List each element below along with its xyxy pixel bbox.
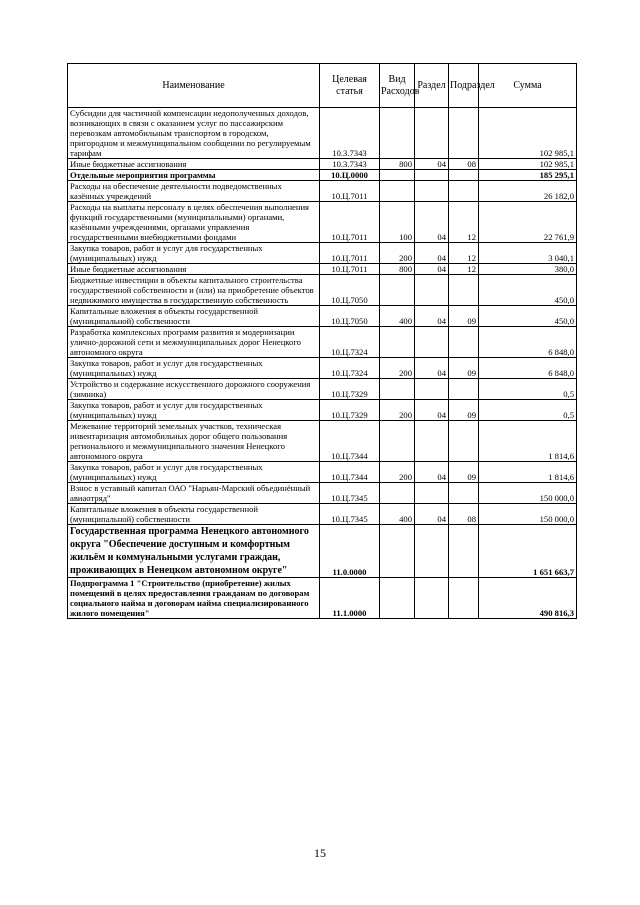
cell-sum: 102 985,1 xyxy=(479,159,577,170)
cell-target: 10.Ц.7329 xyxy=(320,400,380,421)
cell-kind xyxy=(380,525,415,578)
cell-sum: 450,0 xyxy=(479,275,577,306)
cell-subsection xyxy=(449,108,479,159)
cell-subsection: 08 xyxy=(449,159,479,170)
cell-section: 04 xyxy=(415,462,449,483)
cell-name: Устройство и содержание искусственного дорожного сооружения (зимника) xyxy=(68,379,320,400)
cell-target: 10.Ц.7050 xyxy=(320,275,380,306)
cell-target: 10.Ц.7050 xyxy=(320,306,380,327)
cell-kind xyxy=(380,421,415,462)
cell-sum: 22 761,9 xyxy=(479,202,577,243)
cell-section xyxy=(415,525,449,578)
cell-subsection xyxy=(449,181,479,202)
cell-name: Капитальные вложения в объекты государственной (муниципальной) собственности xyxy=(68,504,320,525)
cell-target: 10.Ц.7329 xyxy=(320,379,380,400)
cell-name: Закупка товаров, работ и услуг для государственных (муниципальных) нужд xyxy=(68,400,320,421)
cell-kind xyxy=(380,379,415,400)
table-row xyxy=(68,578,577,619)
cell-kind xyxy=(380,170,415,181)
cell-section xyxy=(415,181,449,202)
cell-name: Государственная программа Ненецкого автономного округа "Обеспечение доступным и комфортным жильём и коммунальными услугами граждан, проживающих в Ненецком автономном округе" xyxy=(68,525,320,578)
table-row xyxy=(68,181,577,202)
cell-section xyxy=(415,170,449,181)
table-body xyxy=(68,108,577,619)
cell-kind: 400 xyxy=(380,504,415,525)
cell-subsection xyxy=(449,275,479,306)
cell-subsection: 12 xyxy=(449,202,479,243)
cell-section: 04 xyxy=(415,243,449,264)
cell-sum: 6 848,0 xyxy=(479,327,577,358)
cell-subsection xyxy=(449,421,479,462)
cell-name: Капитальные вложения в объекты государственной (муниципальной) собственности xyxy=(68,306,320,327)
table-row xyxy=(68,421,577,462)
cell-subsection: 09 xyxy=(449,306,479,327)
cell-section xyxy=(415,421,449,462)
cell-target: 10.Ц.7324 xyxy=(320,358,380,379)
cell-section xyxy=(415,275,449,306)
cell-subsection xyxy=(449,483,479,504)
cell-kind xyxy=(380,578,415,619)
cell-target: 10.Ц.0000 xyxy=(320,170,380,181)
cell-sum: 0,5 xyxy=(479,400,577,421)
cell-name: Расходы на выплаты персоналу в целях обеспечения выполнения функций государственными (муниципальными) органами, казёнными учреждениями, органами управления государственными внебюджетными фондами xyxy=(68,202,320,243)
budget-table xyxy=(67,63,577,619)
table-row xyxy=(68,159,577,170)
cell-target: 11.1.0000 xyxy=(320,578,380,619)
table-row xyxy=(68,306,577,327)
page-number: 15 xyxy=(314,846,326,860)
cell-name: Межевание территорий земельных участков, техническая инвентаризация автомобильных дорог общего пользования регионального и межмуниципального значения Ненецкого автономного округа xyxy=(68,421,320,462)
cell-subsection: 12 xyxy=(449,264,479,275)
table-row xyxy=(68,525,577,578)
cell-subsection xyxy=(449,379,479,400)
cell-target: 10.Ц.7011 xyxy=(320,243,380,264)
cell-sum: 6 848,0 xyxy=(479,358,577,379)
cell-section xyxy=(415,578,449,619)
cell-subsection: 08 xyxy=(449,504,479,525)
cell-sum: 185 295,1 xyxy=(479,170,577,181)
cell-kind: 800 xyxy=(380,159,415,170)
cell-sum: 450,0 xyxy=(479,306,577,327)
cell-target: 10.Ц.7011 xyxy=(320,202,380,243)
cell-subsection xyxy=(449,170,479,181)
cell-subsection: 09 xyxy=(449,358,479,379)
cell-section xyxy=(415,379,449,400)
cell-sum: 150 000,0 xyxy=(479,483,577,504)
cell-target: 10.Ц.7344 xyxy=(320,421,380,462)
table-row xyxy=(68,462,577,483)
cell-subsection: 09 xyxy=(449,462,479,483)
table-row xyxy=(68,264,577,275)
cell-section xyxy=(415,483,449,504)
cell-sum: 380,0 xyxy=(479,264,577,275)
cell-kind: 200 xyxy=(380,243,415,264)
cell-target: 10.3.7343 xyxy=(320,108,380,159)
table-row xyxy=(68,358,577,379)
cell-target: 10.Ц.7345 xyxy=(320,483,380,504)
cell-kind: 800 xyxy=(380,264,415,275)
cell-name: Подпрограмма 1 "Строительство (приобретение) жилых помещений в целях предоставления гражданам по договорам социального найма и договорам найма специализированного жилого помещения" xyxy=(68,578,320,619)
cell-sum: 1 651 663,7 xyxy=(479,525,577,578)
cell-section: 04 xyxy=(415,504,449,525)
cell-name: Отдельные мероприятия программы xyxy=(68,170,320,181)
cell-sum: 3 040,1 xyxy=(479,243,577,264)
cell-name: Субсидии для частичной компенсации недополученных доходов, возникающих в связи с оказанием услуг по пассажирским перевозкам автомобильным транспортом в городском, пригородном и межмуниципальном сообщении по регулируемым тарифам xyxy=(68,108,320,159)
table-row xyxy=(68,400,577,421)
cell-section: 04 xyxy=(415,358,449,379)
cell-name: Взнос в уставный капитал ОАО "Нарьян-Марский объединённый авиаотряд" xyxy=(68,483,320,504)
header-section: Раздел xyxy=(415,64,449,108)
cell-subsection xyxy=(449,327,479,358)
cell-kind xyxy=(380,275,415,306)
cell-sum: 1 814,6 xyxy=(479,462,577,483)
cell-name: Разработка комплексных программ развития и модернизации улично-дорожной сети и межмуниципальных дорог Ненецкого автономного округа xyxy=(68,327,320,358)
cell-subsection: 09 xyxy=(449,400,479,421)
cell-section: 04 xyxy=(415,202,449,243)
cell-kind xyxy=(380,181,415,202)
cell-section xyxy=(415,108,449,159)
cell-sum: 26 182,0 xyxy=(479,181,577,202)
cell-target: 10.3.7343 xyxy=(320,159,380,170)
cell-kind: 400 xyxy=(380,306,415,327)
cell-target: 11.0.0000 xyxy=(320,525,380,578)
table-row xyxy=(68,379,577,400)
cell-name: Иные бюджетные ассигнования xyxy=(68,159,320,170)
table-row xyxy=(68,108,577,159)
cell-section: 04 xyxy=(415,306,449,327)
cell-kind: 200 xyxy=(380,358,415,379)
cell-name: Расходы на обеспечение деятельности подведомственных казённых учреждений xyxy=(68,181,320,202)
cell-section: 04 xyxy=(415,159,449,170)
table-row xyxy=(68,327,577,358)
cell-sum: 102 985,1 xyxy=(479,108,577,159)
table-row xyxy=(68,202,577,243)
cell-sum: 490 816,3 xyxy=(479,578,577,619)
table-row xyxy=(68,170,577,181)
cell-name: Иные бюджетные ассигнования xyxy=(68,264,320,275)
table-row xyxy=(68,483,577,504)
table-row xyxy=(68,275,577,306)
cell-section xyxy=(415,327,449,358)
cell-kind xyxy=(380,483,415,504)
cell-target: 10.Ц.7324 xyxy=(320,327,380,358)
cell-target: 10.Ц.7345 xyxy=(320,504,380,525)
cell-target: 10.Ц.7344 xyxy=(320,462,380,483)
table-header-row xyxy=(68,64,577,108)
header-kind: Вид Расходов xyxy=(380,64,415,108)
header-target: Целевая статья xyxy=(320,64,380,108)
cell-subsection xyxy=(449,525,479,578)
cell-target: 10.Ц.7011 xyxy=(320,264,380,275)
cell-name: Закупка товаров, работ и услуг для государственных (муниципальных) нужд xyxy=(68,358,320,379)
cell-subsection: 12 xyxy=(449,243,479,264)
cell-sum: 0,5 xyxy=(479,379,577,400)
table-row xyxy=(68,243,577,264)
cell-sum: 1 814,6 xyxy=(479,421,577,462)
cell-name: Бюджетные инвестиции в объекты капитального строительства государственной собственности и (или) на приобретение объектов недвижимого имущества в государственную собственность xyxy=(68,275,320,306)
header-name: Наименование xyxy=(68,64,320,108)
cell-section: 04 xyxy=(415,264,449,275)
cell-kind: 100 xyxy=(380,202,415,243)
cell-subsection xyxy=(449,578,479,619)
header-sum: Сумма xyxy=(479,64,577,108)
cell-name: Закупка товаров, работ и услуг для государственных (муниципальных) нужд xyxy=(68,462,320,483)
cell-target: 10.Ц.7011 xyxy=(320,181,380,202)
table-row xyxy=(68,504,577,525)
cell-kind xyxy=(380,108,415,159)
header-subsection: Подраздел xyxy=(449,64,479,108)
cell-name: Закупка товаров, работ и услуг для государственных (муниципальных) нужд xyxy=(68,243,320,264)
cell-sum: 150 000,0 xyxy=(479,504,577,525)
cell-kind: 200 xyxy=(380,462,415,483)
cell-kind: 200 xyxy=(380,400,415,421)
cell-section: 04 xyxy=(415,400,449,421)
cell-kind xyxy=(380,327,415,358)
